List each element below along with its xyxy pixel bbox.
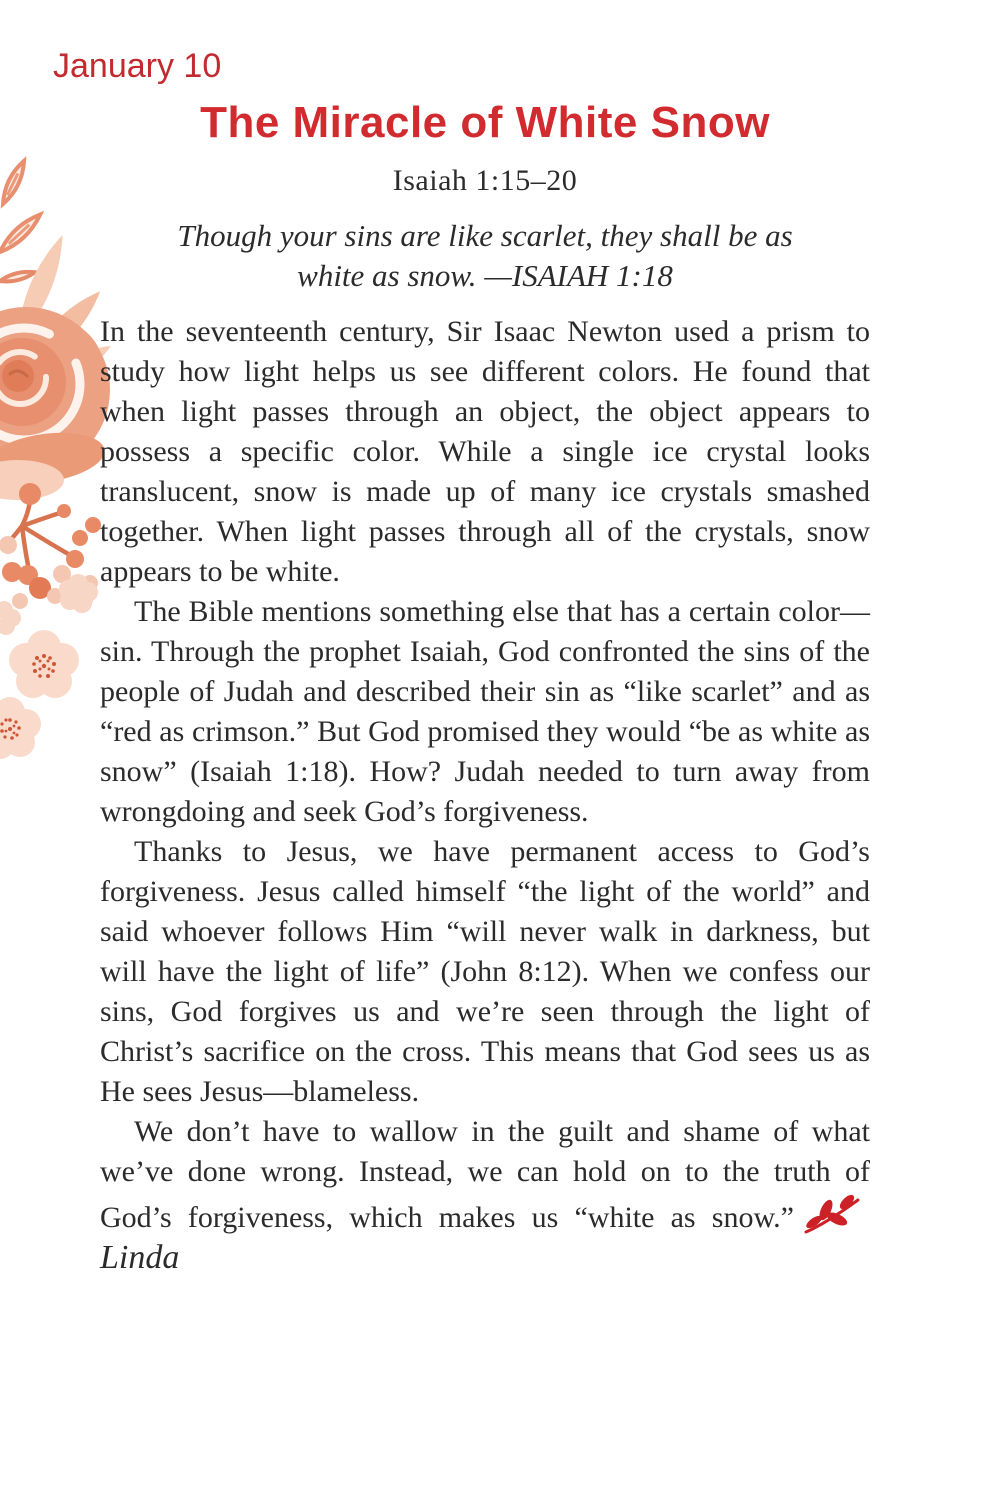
paragraph-4-with-signature: [100, 1112, 870, 1279]
paragraph-3: Thanks to Jesus, we have permanent access to God’s forgiveness. Jesus called himself “the light of the world” and said whoever follows Him “will never walk in darkness, but will have the light of life” (John 8:12). When we confess our sins, God forgives us and we’re seen through the light of Christ’s sacrifice on the cross. This means that God sees us as He sees Jesus—blameless.: [100, 835, 870, 1108]
verse-text: Though your sins are like scarlet, they shall be as white as snow.: [177, 218, 793, 293]
watercolor-rose: [0, 307, 110, 500]
paragraph-2: The Bible mentions something else that has a certain color—sin. Through the prophet Isaiah, God confronted the sins of the people of Judah and described their sin as “like scarlet” and as “red as crimson.” But God promised they would “be as white as snow” (Isaiah 1:18). How? Judah needed to turn away from wrongdoing and seek God’s forgiveness.: [100, 595, 870, 828]
page-title: The Miracle of White Snow: [200, 98, 770, 147]
author-signature: Linda: [100, 1239, 180, 1276]
paragraph-1: In the seventeenth century, Sir Isaac Newton used a prism to study how light helps us see different colors. He found that when light passes through an object, the object appears to possess a specific color. While a single ice crystal looks translucent, snow is made up of many ice crystals smashed together. When light passes through all of the crystals, snow appears to be white.: [100, 315, 870, 588]
verse-quote: [145, 216, 825, 296]
stippled-blossom-1: [9, 630, 79, 698]
leaf-cluster-top: [0, 159, 44, 285]
paragraph-4-text: We don’t have to wallow in the guilt and shame of what we’ve done wrong. Instead, we can hold on to the truth of God’s forgiveness, which makes us “white as snow.”: [100, 1115, 870, 1234]
leaf-sprig-icon: [804, 1192, 862, 1236]
stippled-blossom-2: [0, 697, 41, 759]
devotional-body: [100, 312, 870, 1279]
verse-citation: —ISAIAH 1:18: [484, 258, 673, 293]
scripture-reference: Isaiah 1:15–20: [392, 164, 578, 197]
date-label: January 10: [53, 47, 222, 85]
